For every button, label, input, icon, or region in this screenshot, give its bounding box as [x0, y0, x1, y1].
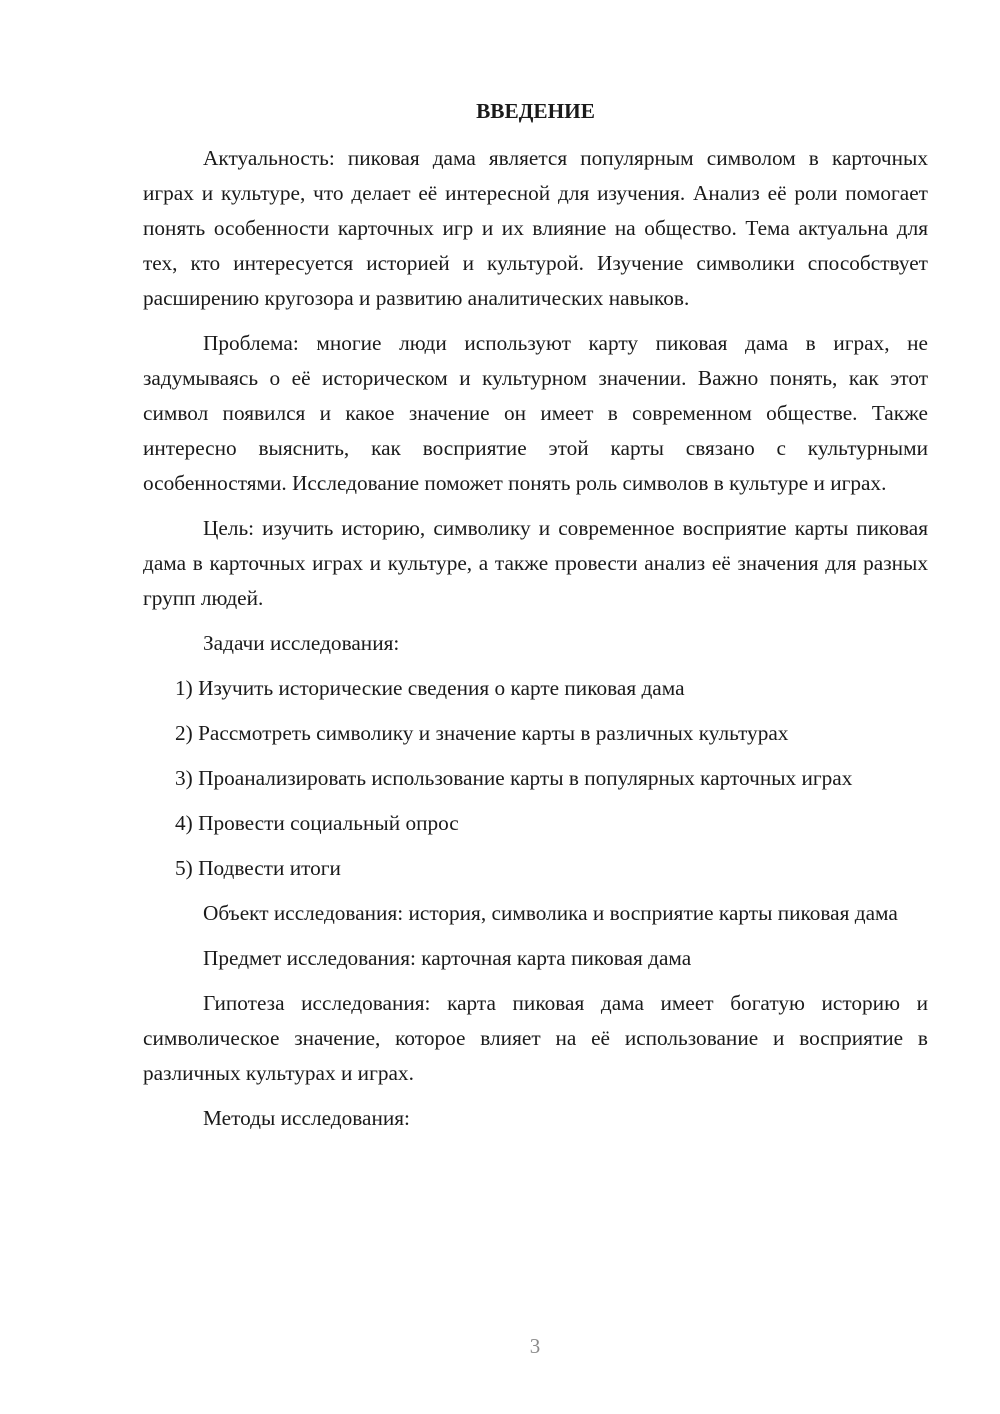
- paragraph-goal: Цель: изучить историю, символику и современное восприятие карты пиковая дама в карточных играх и культуре, а также провести анализ её значения для разных групп людей.: [143, 516, 928, 610]
- paragraph-relevance: Актуальность: пиковая дама является популярным символом в карточных играх и культуре, что делает её интересной для изучения. Анализ её роли помогает понять особенности карточных игр и их влияние на общество. Тема актуальна для тех, кто интересуется историей и культурой. Изучение символики способствует расширению кругозора и развитию аналитических навыков.: [143, 146, 928, 310]
- paragraph-subject: Предмет исследования: карточная карта пиковая дама: [203, 946, 692, 970]
- methods-heading: Методы исследования:: [203, 1106, 410, 1130]
- page-number: 3: [529, 1334, 541, 1358]
- paragraph-hypothesis: Гипотеза исследования: карта пиковая дама имеет богатую историю и символическое значение, которое влияет на её использование и восприятие в различных культурах и играх.: [143, 991, 928, 1085]
- paragraph-problem: Проблема: многие люди используют карту пиковая дама в играх, не задумываясь о её историческом и культурном значении. Важно понять, как этот символ появился и какое значение он имеет в современном обществе. Также интересно выяснить, как восприятие этой карты связано с культурными особенностями. Исследование поможет понять роль символов в культуре и играх.: [143, 331, 928, 495]
- task-item-3: 3) Проанализировать использование карты в популярных карточных играх: [175, 766, 853, 790]
- page-title: ВВЕДЕНИЕ: [476, 99, 595, 123]
- task-item-2: 2) Рассмотреть символику и значение карты в различных культурах: [175, 721, 789, 745]
- paragraph-object: Объект исследования: история, символика и восприятие карты пиковая дама: [203, 901, 898, 925]
- task-item-4: 4) Провести социальный опрос: [175, 811, 459, 835]
- page-content: [143, 96, 928, 1146]
- task-item-1: 1) Изучить исторические сведения о карте пиковая дама: [175, 676, 685, 700]
- tasks-heading: Задачи исследования:: [203, 631, 400, 655]
- task-item-5: 5) Подвести итоги: [175, 856, 341, 880]
